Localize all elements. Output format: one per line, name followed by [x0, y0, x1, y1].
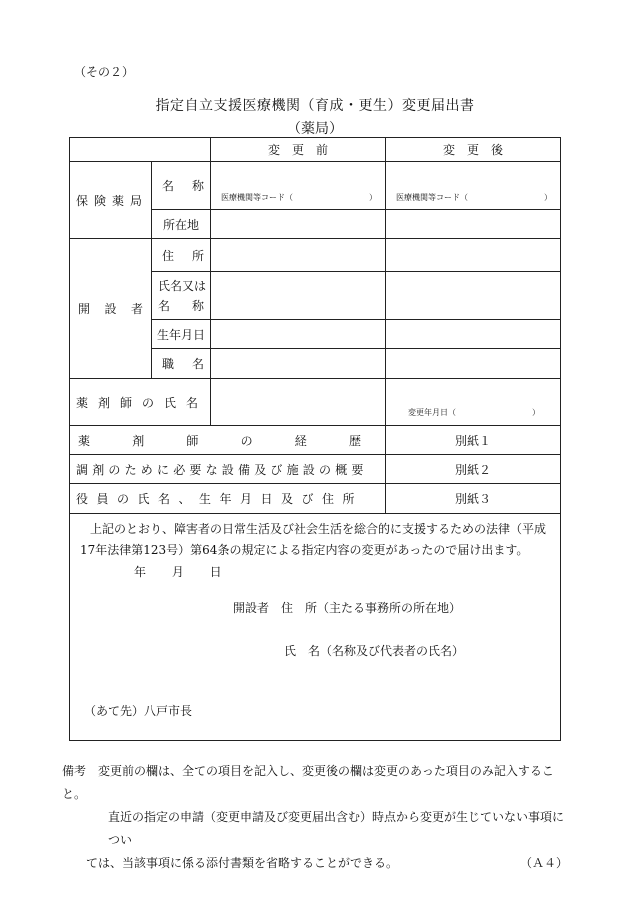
declaration-row: [70, 514, 561, 741]
change-date-close: ）: [532, 407, 540, 417]
code-close-before: ）: [369, 193, 377, 202]
title-char-2: 名: [191, 357, 204, 371]
header-before: 変 更 前: [211, 138, 386, 162]
career-char-1: 薬: [78, 433, 91, 448]
career-label: [70, 432, 385, 449]
founder-name-char-2: 称: [191, 298, 204, 313]
equipment-row: [70, 455, 561, 484]
career-char-4: の: [240, 433, 253, 448]
founder-char-1: 開: [78, 302, 91, 316]
founder-char-2: 設: [104, 302, 117, 316]
change-date-note: [386, 407, 560, 418]
founder-birth-before[interactable]: [211, 320, 386, 349]
change-form-table: [69, 137, 561, 741]
header-row: [70, 138, 561, 162]
note-line-3-wrap: [62, 852, 572, 875]
name-char-2: 称: [191, 179, 204, 193]
officers-value: 別紙３: [386, 484, 561, 514]
form-subtitle: （薬局）: [287, 121, 343, 137]
founder-address-label-cell: [152, 239, 211, 272]
career-row: [70, 426, 561, 455]
founder-name-line1: 氏名又は: [158, 278, 207, 293]
note-line-3: ては、当該事項に係る添付書類を省略することができる。: [86, 856, 399, 870]
founder-address-after[interactable]: [386, 239, 561, 272]
pharmacy-name-after[interactable]: [386, 162, 561, 210]
pharmacy-label: 保険薬局: [76, 193, 149, 208]
founder-title-label-cell: [152, 349, 211, 379]
code-label-before: 医療機関等コード（: [221, 193, 293, 202]
founder-name-after[interactable]: [386, 272, 561, 320]
pharmacy-name-row: [70, 162, 561, 210]
notes-block: [62, 760, 572, 875]
officers-row: [70, 484, 561, 514]
declaration-text: 上記のとおり、障害者の日常生活及び社会生活を総合的に支援するための法律（平成17年法律第123号）第64条の規定による指定内容の変更があったので届け出ます。: [80, 522, 547, 557]
founder-address-label: [152, 247, 210, 264]
pharmacy-location-before[interactable]: [211, 210, 386, 239]
pharmacy-location-after[interactable]: [386, 210, 561, 239]
founder-address-before[interactable]: [211, 239, 386, 272]
change-date-label: 変更年月日（: [408, 407, 456, 417]
founder-name-label-cell: [152, 272, 211, 320]
pharmacist-name-before[interactable]: [211, 379, 386, 426]
founder-name-char-1: 名: [158, 298, 171, 313]
founder-title-after[interactable]: [386, 349, 561, 379]
officers-label-cell: [70, 484, 386, 514]
code-close-after: ）: [544, 193, 552, 202]
pharmacy-name-label-cell: [152, 162, 211, 210]
note-line-2: 直近の指定の申請（変更申請及び変更届出含む）時点から変更が生じていない事項につい: [108, 810, 565, 847]
declaration-date: 年 月 日: [134, 565, 222, 579]
equipment-label: 調剤のために必要な設備及び施設の概要: [76, 462, 368, 477]
paper-size-label: （Ａ４）: [519, 856, 568, 870]
career-char-2: 剤: [132, 433, 145, 448]
founder-label-cell: [70, 239, 152, 379]
pharmacist-name-row: [70, 379, 561, 426]
opener-address-line: 開設者 住 所（主たる事務所の所在地）: [233, 601, 462, 615]
career-label-cell: [70, 426, 386, 455]
header-blank-cell: [70, 138, 211, 162]
addressee-line: （あて先）八戸市長: [84, 704, 193, 718]
founder-name-before[interactable]: [211, 272, 386, 320]
address-char-1: 住: [162, 248, 175, 263]
officers-label: 役員の氏名、生年月日及び住所: [76, 492, 364, 506]
pharmacist-name-label-cell: [70, 379, 211, 426]
founder-birth-label: 生年月日: [152, 320, 211, 349]
declaration-cell: [70, 514, 561, 741]
declaration-block: [70, 514, 560, 740]
founder-char-3: 者: [130, 302, 143, 316]
name-char-1: 名: [162, 179, 175, 193]
founder-name-label: [152, 276, 210, 316]
header-after: 変 更 後: [386, 138, 561, 162]
form-title: 指定自立支援医療機関（育成・更生）変更届出書: [155, 98, 475, 114]
pharmacist-name-label: 薬剤師の氏名: [76, 395, 209, 410]
pharmacy-name-before[interactable]: [211, 162, 386, 210]
founder-address-row: [70, 239, 561, 272]
code-after: [386, 192, 560, 203]
address-char-2: 所: [191, 248, 204, 263]
career-char-6: 歴: [348, 433, 361, 448]
pharmacy-location-label: 所在地: [152, 210, 211, 239]
equipment-value: 別紙２: [386, 455, 561, 484]
career-char-3: 師: [186, 433, 199, 448]
note-line-1: 備考 変更前の欄は、全ての項目を記入し、変更後の欄は変更のあった項目のみ記入すること。: [62, 764, 554, 801]
opener-name-line: 氏 名（名称及び代表者の氏名）: [284, 644, 465, 658]
career-value: 別紙１: [386, 426, 561, 455]
founder-label: [70, 300, 151, 317]
code-label-after: 医療機関等コード（: [396, 193, 468, 202]
career-char-5: 経: [294, 433, 307, 448]
founder-title-label: [152, 355, 210, 372]
founder-birth-after[interactable]: [386, 320, 561, 349]
page-label: （その２）: [74, 65, 135, 79]
title-char-1: 職: [162, 357, 175, 371]
founder-name-line2: [158, 296, 210, 316]
pharmacist-name-after[interactable]: [386, 379, 561, 426]
pharmacy-name-label: [152, 177, 210, 194]
code-before: [211, 192, 385, 203]
founder-title-before[interactable]: [211, 349, 386, 379]
pharmacy-label-cell: [70, 162, 152, 239]
equipment-label-cell: [70, 455, 386, 484]
